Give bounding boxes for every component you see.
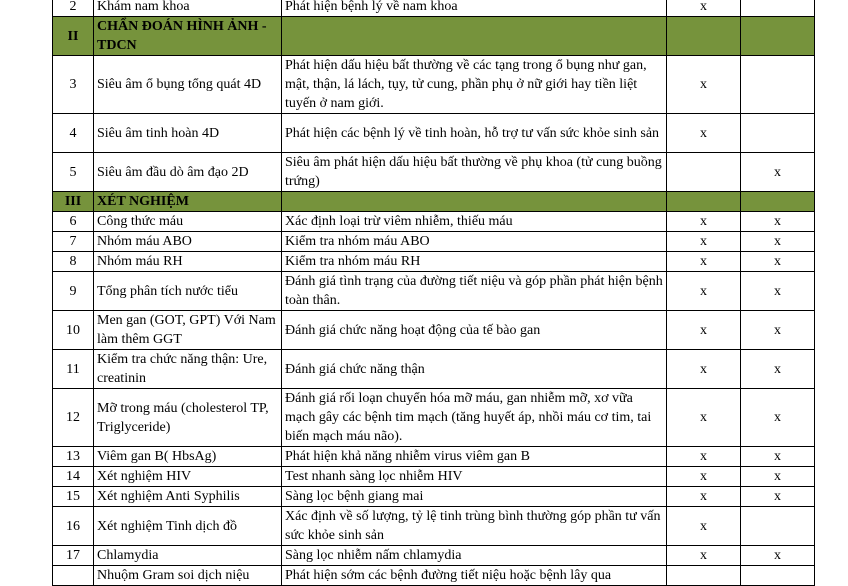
mark-cell-col2 (741, 507, 815, 546)
section-row (53, 192, 815, 212)
section-title-cell: CHẨN ĐOÁN HÌNH ẢNH - TDCN (94, 17, 282, 56)
mark-cell-col1: x (667, 507, 741, 546)
mark-cell-col2: x (741, 350, 815, 389)
row-number-cell: 17 (53, 546, 94, 566)
mark-cell-col1: x (667, 389, 741, 447)
table-row (53, 212, 815, 232)
table-row (53, 153, 815, 192)
service-description-cell: Siêu âm phát hiện dấu hiệu bất thường về phụ khoa (tử cung buồng trứng) (282, 153, 667, 192)
service-name-cell: Xét nghiệm Tinh dịch đồ (94, 507, 282, 546)
table-body (53, 0, 815, 586)
empty-cell (282, 17, 667, 56)
mark-cell-col1: x (667, 311, 741, 350)
row-number-cell: 12 (53, 389, 94, 447)
checkup-package-table (52, 0, 815, 586)
service-name-cell: Công thức máu (94, 212, 282, 232)
row-number-cell: 6 (53, 212, 94, 232)
service-description-cell: Đánh giá tình trạng của đường tiết niệu và góp phần phát hiện bệnh toàn thân. (282, 272, 667, 311)
mark-cell-col2 (741, 566, 815, 586)
service-description-cell: Xác định loại trừ viêm nhiễm, thiếu máu (282, 212, 667, 232)
service-name-cell: Siêu âm tinh hoàn 4D (94, 114, 282, 153)
service-description-cell: Kiểm tra nhóm máu RH (282, 252, 667, 272)
row-number-cell: 5 (53, 153, 94, 192)
row-number-cell: III (53, 192, 94, 212)
service-name-cell: Xét nghiệm Anti Syphilis (94, 487, 282, 507)
mark-cell-col2: x (741, 311, 815, 350)
table-row (53, 232, 815, 252)
mark-cell-col2: x (741, 153, 815, 192)
table-row (53, 350, 815, 389)
table-row (53, 467, 815, 487)
row-number-cell: 3 (53, 56, 94, 114)
service-name-cell: Chlamydia (94, 546, 282, 566)
mark-cell-col1 (667, 153, 741, 192)
service-name-cell: Siêu âm đầu dò âm đạo 2D (94, 153, 282, 192)
mark-cell-col2: x (741, 252, 815, 272)
service-name-cell: Kiểm tra chức năng thận: Ure, creatinin (94, 350, 282, 389)
mark-cell-col1: x (667, 212, 741, 232)
service-name-cell: Nhóm máu RH (94, 252, 282, 272)
mark-cell-col1: x (667, 56, 741, 114)
mark-cell-col1: x (667, 447, 741, 467)
table-row (53, 487, 815, 507)
mark-cell-col2: x (741, 487, 815, 507)
row-number-cell: 4 (53, 114, 94, 153)
row-number-cell: 11 (53, 350, 94, 389)
mark-cell-col2: x (741, 232, 815, 252)
mark-cell-col2 (741, 56, 815, 114)
empty-cell (282, 192, 667, 212)
table-row (53, 0, 815, 17)
mark-cell-col2: x (741, 467, 815, 487)
service-description-cell: Kiểm tra nhóm máu ABO (282, 232, 667, 252)
mark-cell-col1: x (667, 114, 741, 153)
mark-cell-col2: x (741, 546, 815, 566)
service-description-cell: Đánh giá chức năng hoạt động của tế bào gan (282, 311, 667, 350)
mark-cell-col2 (741, 0, 815, 17)
empty-cell (667, 192, 741, 212)
service-description-cell: Phát hiện các bệnh lý về tinh hoàn, hỗ trợ tư vấn sức khỏe sinh sản (282, 114, 667, 153)
service-description-cell: Phát hiện bệnh lý về nam khoa (282, 0, 667, 17)
mark-cell-col1: x (667, 252, 741, 272)
table-row (53, 546, 815, 566)
mark-cell-col1: x (667, 487, 741, 507)
mark-cell-col1: x (667, 546, 741, 566)
empty-cell (741, 192, 815, 212)
service-name-cell: Mỡ trong máu (cholesterol TP, Triglyceride) (94, 389, 282, 447)
mark-cell-col1: x (667, 467, 741, 487)
service-description-cell: Sàng lọc nhiễm nấm chlamydia (282, 546, 667, 566)
table-row (53, 447, 815, 467)
empty-cell (741, 17, 815, 56)
row-number-cell: 14 (53, 467, 94, 487)
table-row (53, 389, 815, 447)
mark-cell-col1 (667, 566, 741, 586)
mark-cell-col2: x (741, 447, 815, 467)
row-number-cell: 8 (53, 252, 94, 272)
table-row (53, 252, 815, 272)
row-number-cell: 10 (53, 311, 94, 350)
mark-cell-col2: x (741, 272, 815, 311)
mark-cell-col1: x (667, 272, 741, 311)
service-description-cell: Đánh giá rối loạn chuyển hóa mỡ máu, gan nhiễm mỡ, xơ vữa mạch gây các bệnh tim mạch (tăng huyết áp, nhồi máu cơ tim, tai biến mạch máu não). (282, 389, 667, 447)
service-name-cell: Nhóm máu ABO (94, 232, 282, 252)
service-description-cell: Xác định về số lượng, tỷ lệ tinh trùng bình thường góp phần tư vấn sức khỏe sinh sản (282, 507, 667, 546)
service-name-cell: Tổng phân tích nước tiểu (94, 272, 282, 311)
row-number-cell: 9 (53, 272, 94, 311)
table-row (53, 566, 815, 586)
table-row (53, 272, 815, 311)
row-number-cell: II (53, 17, 94, 56)
row-number-cell: 13 (53, 447, 94, 467)
row-number-cell: 7 (53, 232, 94, 252)
service-name-cell: Khám nam khoa (94, 0, 282, 17)
service-name-cell: Nhuộm Gram soi dịch niệu (94, 566, 282, 586)
empty-cell (667, 17, 741, 56)
service-description-cell: Phát hiện khả năng nhiễm virus viêm gan B (282, 447, 667, 467)
mark-cell-col1: x (667, 0, 741, 17)
service-description-cell: Đánh giá chức năng thận (282, 350, 667, 389)
service-description-cell: Test nhanh sàng lọc nhiễm HIV (282, 467, 667, 487)
service-description-cell: Phát hiện dấu hiệu bất thường về các tạng trong ổ bụng như gan, mật, thận, lá lách, tụy, tử cung, phần phụ ở nữ giới hay tiền liệt tuyến ở nam giới. (282, 56, 667, 114)
service-name-cell: Siêu âm ổ bụng tổng quát 4D (94, 56, 282, 114)
table-row (53, 114, 815, 153)
service-name-cell: Men gan (GOT, GPT) Với Nam làm thêm GGT (94, 311, 282, 350)
mark-cell-col2: x (741, 212, 815, 232)
service-description-cell: Sàng lọc bệnh giang mai (282, 487, 667, 507)
mark-cell-col1: x (667, 232, 741, 252)
section-title-cell: XÉT NGHIỆM (94, 192, 282, 212)
row-number-cell (53, 566, 94, 586)
mark-cell-col2: x (741, 389, 815, 447)
mark-cell-col1: x (667, 350, 741, 389)
section-row (53, 17, 815, 56)
table-row (53, 507, 815, 546)
row-number-cell: 2 (53, 0, 94, 17)
service-description-cell: Phát hiện sớm các bệnh đường tiết niệu hoặc bệnh lây qua (282, 566, 667, 586)
table-row (53, 56, 815, 114)
row-number-cell: 16 (53, 507, 94, 546)
service-name-cell: Viêm gan B( HbsAg) (94, 447, 282, 467)
table-row (53, 311, 815, 350)
mark-cell-col2 (741, 114, 815, 153)
row-number-cell: 15 (53, 487, 94, 507)
service-name-cell: Xét nghiệm HIV (94, 467, 282, 487)
